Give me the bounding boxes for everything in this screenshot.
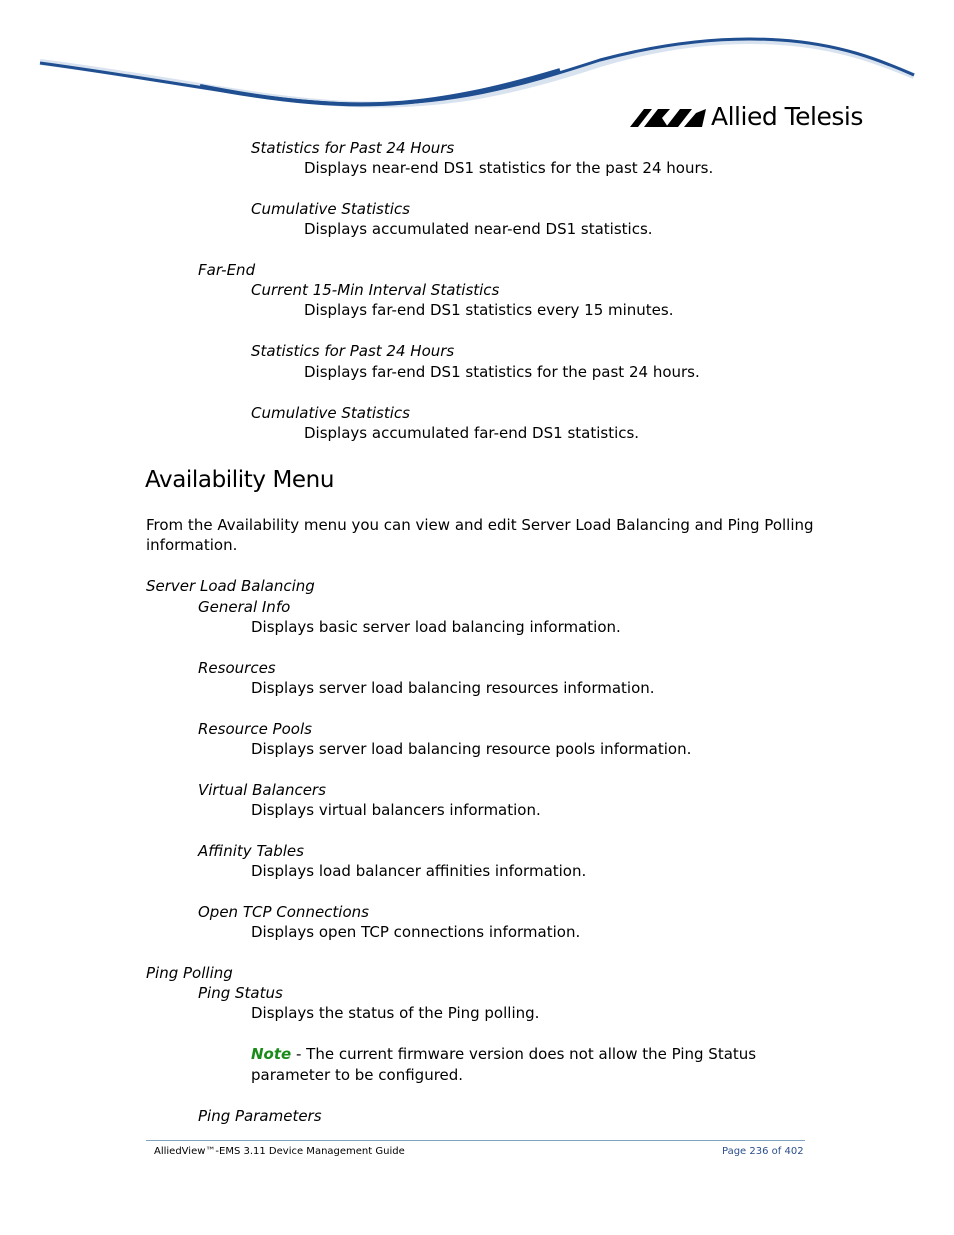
far-past24-title: Statistics for Past 24 Hours bbox=[251, 342, 455, 360]
slb-item-desc: Displays server load balancing resource pools information. bbox=[251, 740, 692, 758]
far-interval-desc: Displays far-end DS1 statistics every 15 minutes. bbox=[304, 301, 674, 319]
slb-item-title: Resources bbox=[198, 659, 276, 677]
note-label: Note bbox=[251, 1045, 292, 1063]
slb-item-desc: Displays server load balancing resources information. bbox=[251, 679, 655, 697]
note-line-2: parameter to be configured. bbox=[251, 1066, 464, 1084]
slb-item-desc: Displays basic server load balancing information. bbox=[251, 618, 621, 636]
far-interval-title: Current 15-Min Interval Statistics bbox=[251, 281, 500, 299]
slb-item-title: Open TCP Connections bbox=[198, 903, 369, 921]
ping-status-desc: Displays the status of the Ping polling. bbox=[251, 1004, 540, 1022]
slb-item-desc: Displays virtual balancers information. bbox=[251, 801, 541, 819]
footer-divider bbox=[146, 1140, 805, 1141]
slb-item-desc: Displays open TCP connections information. bbox=[251, 923, 581, 941]
far-cumulative-desc: Displays accumulated far-end DS1 statistics. bbox=[304, 424, 640, 442]
near-cumulative-title: Cumulative Statistics bbox=[251, 200, 410, 218]
intro-line-1: From the Availability menu you can view and edit Server Load Balancing and Ping Polling bbox=[146, 516, 814, 534]
footer-doc-title: AlliedView™-EMS 3.11 Device Management Guide bbox=[154, 1146, 405, 1157]
near-cumulative-desc: Displays accumulated near-end DS1 statistics. bbox=[304, 220, 653, 238]
slb-title: Server Load Balancing bbox=[146, 577, 315, 595]
near-past24-desc: Displays near-end DS1 statistics for the past 24 hours. bbox=[304, 159, 714, 177]
ping-parameters-title: Ping Parameters bbox=[198, 1107, 322, 1125]
note-line-1 bbox=[251, 1044, 756, 1064]
slb-item-title: Resource Pools bbox=[198, 720, 312, 738]
far-end-title: Far-End bbox=[198, 261, 256, 279]
ping-status-title: Ping Status bbox=[198, 984, 283, 1002]
section-heading: Availability Menu bbox=[145, 467, 335, 493]
footer-page-number: Page 236 of 402 bbox=[722, 1146, 804, 1157]
near-past24-title: Statistics for Past 24 Hours bbox=[251, 139, 455, 157]
ping-title: Ping Polling bbox=[146, 964, 233, 982]
brand-name: Allied Telesis bbox=[711, 102, 863, 131]
far-cumulative-title: Cumulative Statistics bbox=[251, 404, 410, 422]
slb-item-title: General Info bbox=[198, 598, 291, 616]
intro-line-2: information. bbox=[146, 536, 238, 554]
far-past24-desc: Displays far-end DS1 statistics for the past 24 hours. bbox=[304, 363, 700, 381]
note-text: - The current firmware version does not allow the Ping Status bbox=[291, 1045, 757, 1063]
slb-item-title: Virtual Balancers bbox=[198, 781, 326, 799]
slb-item-desc: Displays load balancer affinities information. bbox=[251, 862, 587, 880]
slb-item-title: Affinity Tables bbox=[198, 842, 304, 860]
